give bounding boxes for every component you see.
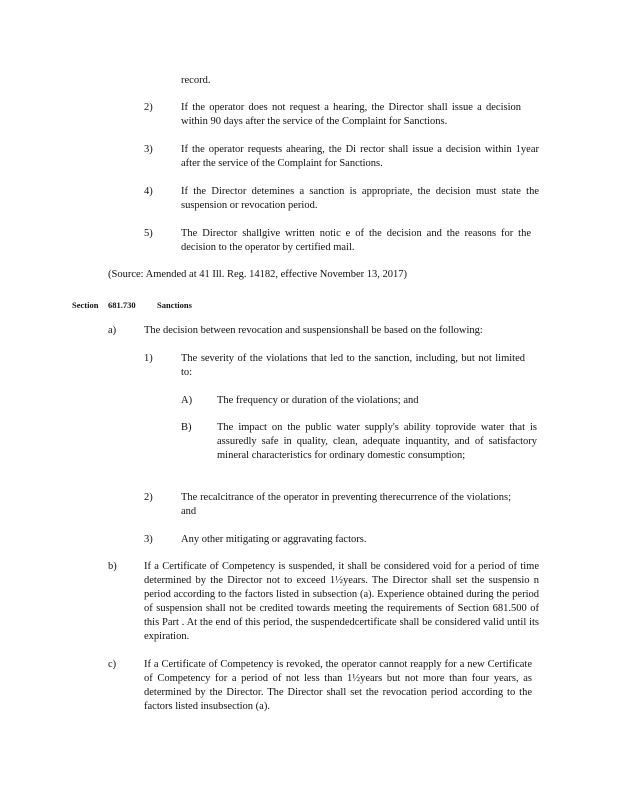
item-text: The impact on the public water supply's ability toprovide water that is assuredly safe in quality, clean, adequate inquantity, and of satisfactory mineral characteristics for ordinary domestic consumption; [217, 422, 537, 461]
item-text: The recalcitrance of the operator in preventing therecurrence of the violations; and [181, 492, 511, 517]
item-number: 1) [144, 353, 153, 364]
item-text: The severity of the violations that led to the sanction, including, but not limited to: [181, 353, 525, 378]
item-text: If the Director detemines a sanction is appropriate, the decision must state the suspension or revocation period. [181, 186, 539, 211]
item-number: 3) [144, 534, 153, 545]
item-text: The frequency or duration of the violations; and [217, 395, 419, 406]
item-number: 2) [144, 492, 153, 503]
item-text: Any other mitigating or aggravating factors. [181, 534, 367, 545]
subsection-number: b) [108, 561, 117, 572]
subsection-text: The decision between revocation and suspensionshall be based on the following: [144, 325, 483, 336]
item-number: 2) [144, 102, 153, 113]
subsection-number: a) [108, 325, 117, 336]
item-text: The Director shallgive written notic e of the decision and the reasons for the decision to the operator by certified mail. [181, 228, 531, 253]
item-number: 5) [144, 228, 153, 239]
subsection-text: If a Certificate of Competency is revoked, the operator cannot reapply for a new Certificate of Competency for a period of not less than 1½years but not more than four years, as determined by the Director. The Director shall set the revocation period according to the factors listed insubsection (a). [144, 659, 532, 712]
item-text: If the operator requests ahearing, the Di rector shall issue a decision within 1year after the service of the Complaint for Sanctions. [181, 144, 539, 169]
section-title: Sanctions [157, 300, 192, 310]
item-number: 4) [144, 186, 153, 197]
item-number: A) [181, 395, 193, 406]
item-number: B) [181, 422, 192, 433]
section-number: 681.730 [108, 300, 136, 310]
subsection-number: c) [108, 659, 117, 670]
subsection-text: If a Certificate of Competency is suspended, it shall be considered void for a period of time determined by the Director not to exceed 1½years. The Director shall set the suspensio n period according to the factors listed in subsection (a). Experience obtained during the period of suspension shall not be credited towards meeting the requirements of Section 681.500 of this Part . At the end of this period, the suspendedcertificate shall be considered valid until its expiration. [144, 561, 539, 642]
continuation-text: record. [181, 75, 211, 86]
source-note: (Source: Amended at 41 Ill. Reg. 14182, effective November 13, 2017) [108, 269, 407, 280]
item-text: If the operator does not request a hearing, the Director shall issue a decision within 90 days after the service of the Complaint for Sanctions. [181, 102, 521, 127]
item-number: 3) [144, 144, 153, 155]
section-label: Section [72, 300, 99, 310]
